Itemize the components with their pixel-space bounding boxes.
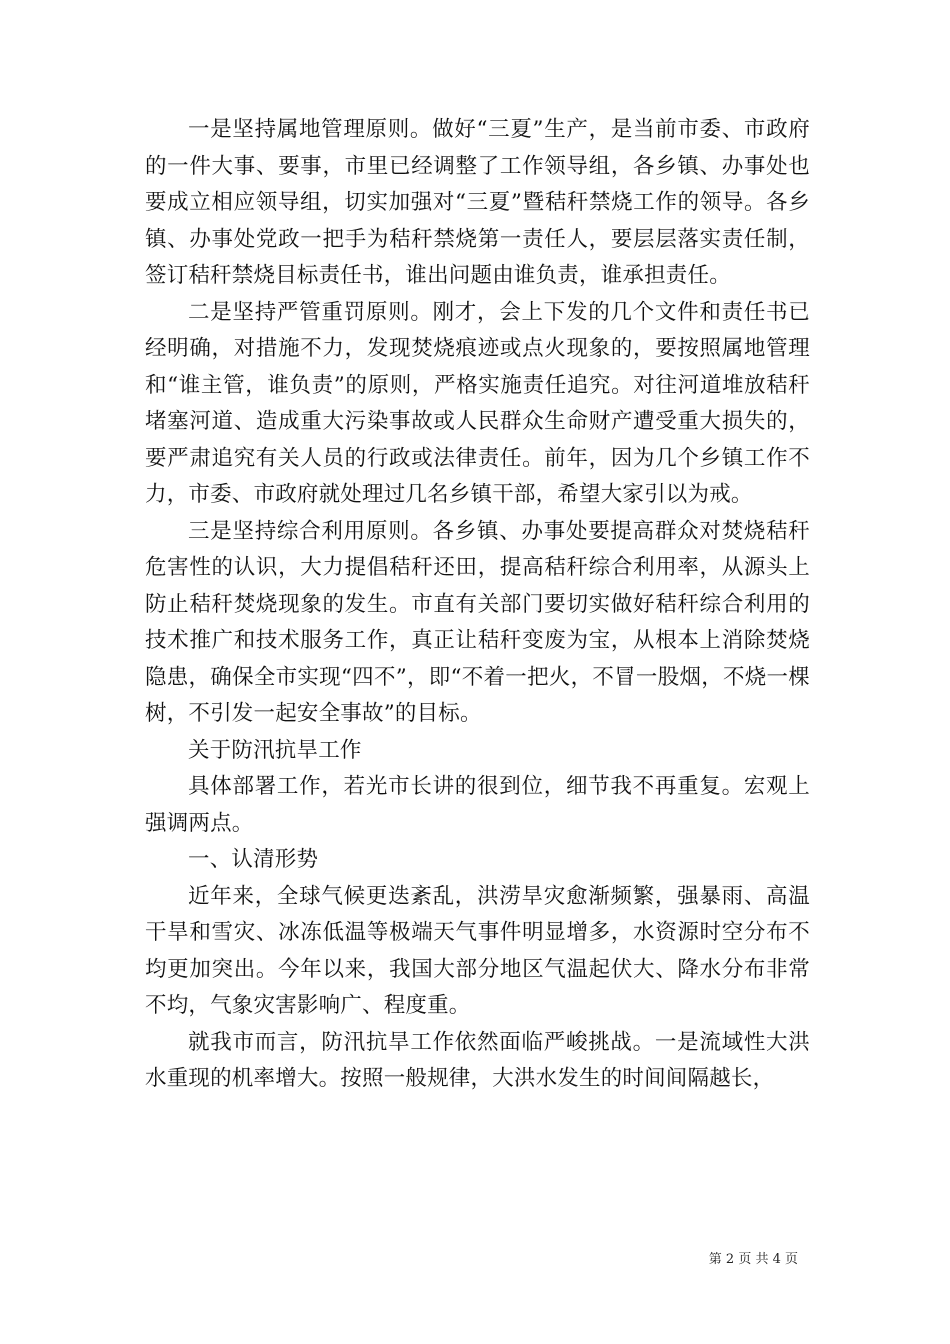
paragraph-principle-2: 二是坚持严管重罚原则。刚才，会上下发的几个文件和责任书已经明确，对措施不力，发现焚烧痕迹或点火现象的，要按照属地管理和“谁主管，谁负责”的原则，严格实施责任追究。对往河道堆放秸秆堵塞河道、造成重大污染事故或人民群众生命财产遭受重大损失的，要严肃追究有关人员的行政或法律责任。前年，因为几个乡镇工作不力，市委、市政府就处理过几名乡镇干部，希望大家引以为戒。: [145, 299, 810, 507]
paragraph-principle-3: 三是坚持综合利用原则。各乡镇、办事处要提高群众对焚烧秸秆危害性的认识，大力提倡秸秆还田，提高秸秆综合利用率，从源头上防止秸秆焚烧现象的发生。市直有关部门要切实做好秸秆综合利用的技术推广和技术服务工作，真正让秸秆变废为宝，从根本上消除焚烧隐患，确保全市实现“四不”，即“不着一把火，不冒一股烟，不烧一棵树，不引发一起安全事故”的目标。: [145, 518, 810, 726]
section-heading-flood-drought: 关于防汛抗旱工作: [188, 737, 362, 763]
paragraph-intro: 具体部署工作，若光市长讲的很到位，细节我不再重复。宏观上强调两点。: [145, 774, 810, 836]
document-body: [145, 112, 810, 1098]
paragraph-principle-1: 一是坚持属地管理原则。做好“三夏”生产，是当前市委、市政府的一件大事、要事，市里已经调整了工作领导组，各乡镇、办事处也要成立相应领导组，切实加强对“三夏”暨秸秆禁烧工作的领导。各乡镇、办事处党政一把手为秸秆禁烧第一责任人，要层层落实责任制，签订秸秆禁烧目标责任书，谁出问题由谁负责，谁承担责任。: [145, 117, 810, 288]
subheading-situation: 一、认清形势: [188, 847, 319, 872]
paragraph-city-challenges: 就我市而言，防汛抗旱工作依然面临严峻挑战。一是流域性大洪水重现的机率增大。按照一般规律，大洪水发生的时间间隔越长，: [145, 1029, 810, 1091]
page-number-footer: 第 2 页 共 4 页: [708, 1252, 798, 1267]
paragraph-climate: 近年来，全球气候更迭紊乱，洪涝旱灾愈渐频繁，强暴雨、高温干旱和雪灾、冰冻低温等极端天气事件明显增多，水资源时空分布不均更加突出。今年以来，我国大部分地区气温起伏大、降水分布非常不均，气象灾害影响广、程度重。: [145, 883, 810, 1018]
